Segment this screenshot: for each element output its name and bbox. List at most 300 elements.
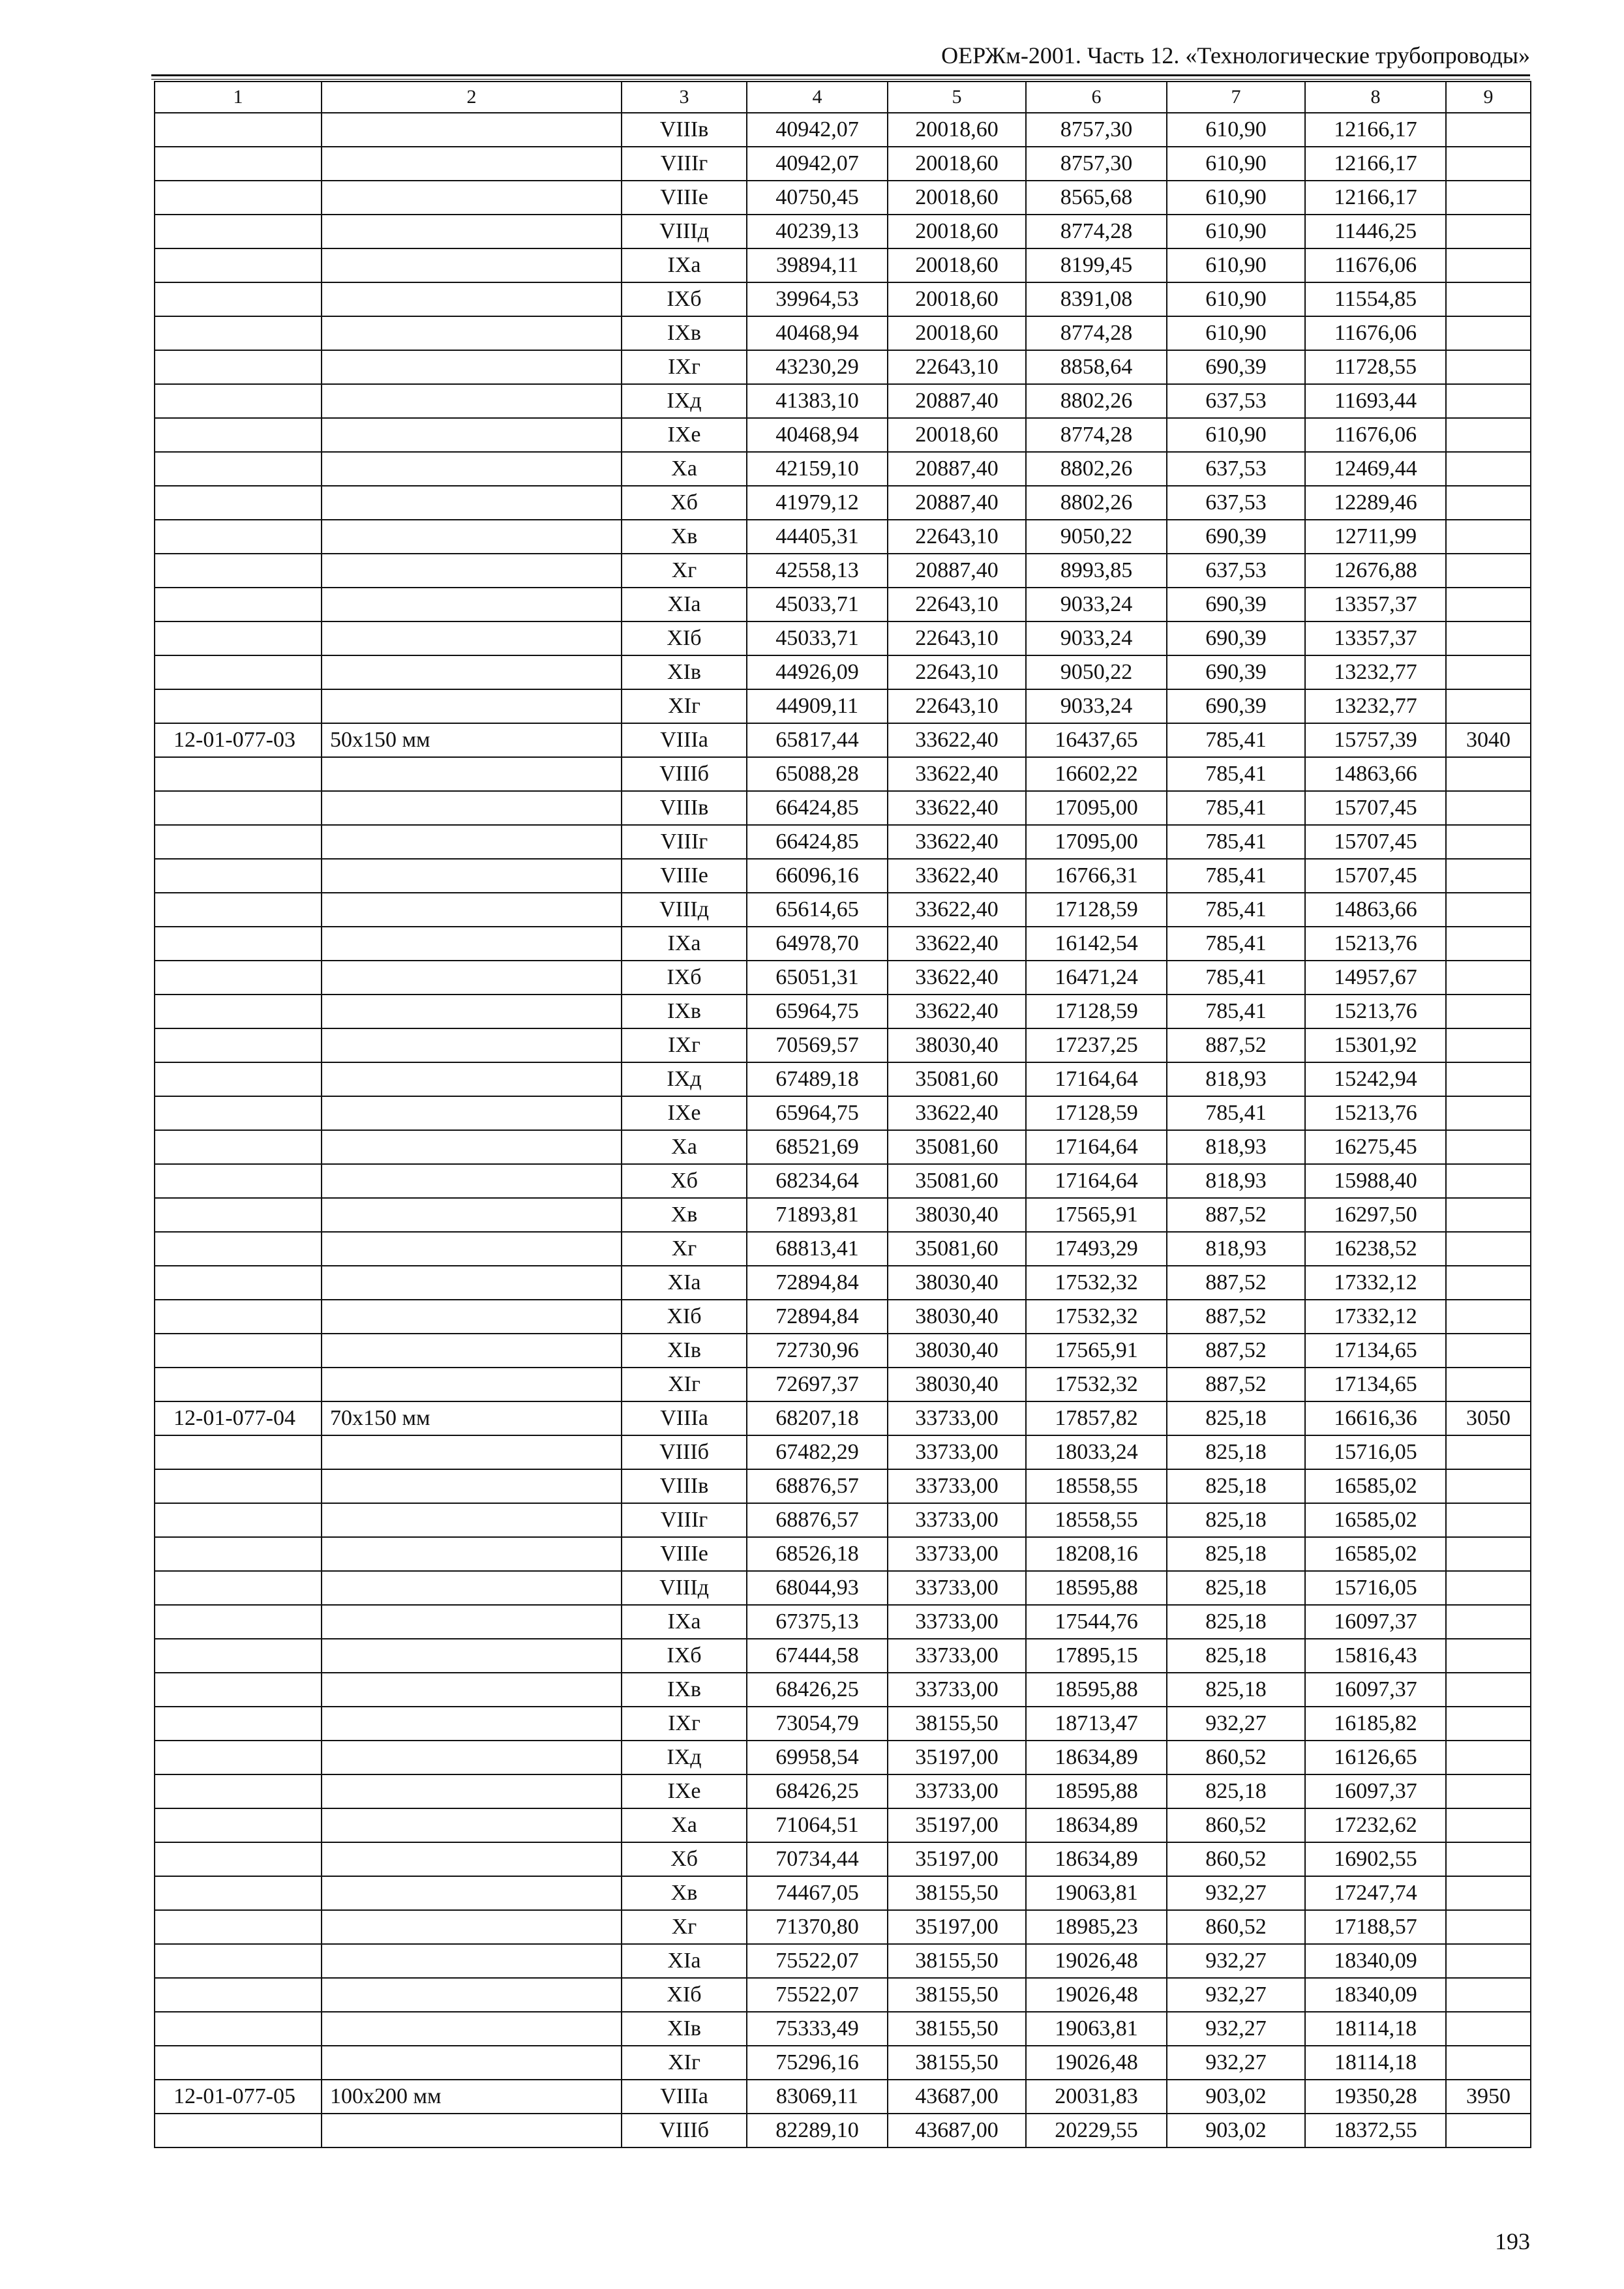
machinist-wage-cell: 690,39 xyxy=(1167,621,1305,655)
table-row xyxy=(155,689,1531,723)
material-cost-cell: 15988,40 xyxy=(1305,1164,1446,1198)
item-code-cell xyxy=(155,113,322,147)
total-cost-cell: 75333,49 xyxy=(747,2012,888,2046)
column-9-cell xyxy=(1446,1978,1531,2012)
material-cost-cell: 15707,45 xyxy=(1305,791,1446,825)
machinist-wage-cell: 637,53 xyxy=(1167,452,1305,486)
machine-cost-cell: 19026,48 xyxy=(1026,1944,1167,1978)
column-9-cell xyxy=(1446,1232,1531,1266)
zone-cell: XIг xyxy=(622,689,747,723)
item-code-cell xyxy=(155,1978,322,2012)
machinist-wage-cell: 610,90 xyxy=(1167,248,1305,282)
machinist-wage-cell: 932,27 xyxy=(1167,2046,1305,2080)
zone-cell: VIIIе xyxy=(622,859,747,893)
wage-cost-cell: 20887,40 xyxy=(888,486,1026,520)
material-cost-cell: 17332,12 xyxy=(1305,1266,1446,1300)
machinist-wage-cell: 825,18 xyxy=(1167,1673,1305,1707)
wage-cost-cell: 20018,60 xyxy=(888,147,1026,181)
table-row xyxy=(155,1300,1531,1334)
column-9-cell xyxy=(1446,1300,1531,1334)
item-size-cell xyxy=(322,181,622,215)
wage-cost-cell: 33733,00 xyxy=(888,1401,1026,1435)
machine-cost-cell: 18634,89 xyxy=(1026,1741,1167,1774)
machinist-wage-cell: 818,93 xyxy=(1167,1164,1305,1198)
item-size-cell xyxy=(322,215,622,248)
wage-cost-cell: 20887,40 xyxy=(888,554,1026,588)
table-row xyxy=(155,282,1531,316)
zone-cell: IXб xyxy=(622,1639,747,1673)
item-size-cell xyxy=(322,350,622,384)
wage-cost-cell: 20887,40 xyxy=(888,384,1026,418)
zone-cell: Xа xyxy=(622,1808,747,1842)
wage-cost-cell: 43687,00 xyxy=(888,2114,1026,2147)
zone-cell: XIг xyxy=(622,2046,747,2080)
table-row xyxy=(155,1334,1531,1368)
total-cost-cell: 75522,07 xyxy=(747,1978,888,2012)
item-size-cell xyxy=(322,113,622,147)
wage-cost-cell: 33733,00 xyxy=(888,1571,1026,1605)
column-9-cell xyxy=(1446,1808,1531,1842)
zone-cell: IXд xyxy=(622,384,747,418)
machine-cost-cell: 16437,65 xyxy=(1026,723,1167,757)
machinist-wage-cell: 860,52 xyxy=(1167,1842,1305,1876)
total-cost-cell: 68234,64 xyxy=(747,1164,888,1198)
zone-cell: XIв xyxy=(622,2012,747,2046)
wage-cost-cell: 35081,60 xyxy=(888,1232,1026,1266)
item-code-cell xyxy=(155,1435,322,1469)
total-cost-cell: 40239,13 xyxy=(747,215,888,248)
material-cost-cell: 12166,17 xyxy=(1305,181,1446,215)
wage-cost-cell: 22643,10 xyxy=(888,350,1026,384)
material-cost-cell: 15707,45 xyxy=(1305,825,1446,859)
machinist-wage-cell: 785,41 xyxy=(1167,927,1305,961)
material-cost-cell: 14863,66 xyxy=(1305,893,1446,927)
wage-cost-cell: 38155,50 xyxy=(888,2012,1026,2046)
material-cost-cell: 18340,09 xyxy=(1305,1978,1446,2012)
machine-cost-cell: 17532,32 xyxy=(1026,1266,1167,1300)
total-cost-cell: 65088,28 xyxy=(747,757,888,791)
total-cost-cell: 41383,10 xyxy=(747,384,888,418)
column-9-cell xyxy=(1446,1774,1531,1808)
total-cost-cell: 42558,13 xyxy=(747,554,888,588)
column-number: 5 xyxy=(888,82,1026,113)
wage-cost-cell: 33733,00 xyxy=(888,1469,1026,1503)
material-cost-cell: 18114,18 xyxy=(1305,2046,1446,2080)
material-cost-cell: 16616,36 xyxy=(1305,1401,1446,1435)
item-size-cell xyxy=(322,1062,622,1096)
column-9-cell xyxy=(1446,1062,1531,1096)
machine-cost-cell: 19063,81 xyxy=(1026,1876,1167,1910)
column-9-cell xyxy=(1446,350,1531,384)
wage-cost-cell: 20018,60 xyxy=(888,248,1026,282)
material-cost-cell: 16126,65 xyxy=(1305,1741,1446,1774)
item-size-cell: 50x150 мм xyxy=(322,723,622,757)
table-row xyxy=(155,248,1531,282)
wage-cost-cell: 20018,60 xyxy=(888,418,1026,452)
column-number: 2 xyxy=(322,82,622,113)
machinist-wage-cell: 903,02 xyxy=(1167,2080,1305,2114)
zone-cell: VIIIг xyxy=(622,825,747,859)
total-cost-cell: 68813,41 xyxy=(747,1232,888,1266)
column-9-cell xyxy=(1446,859,1531,893)
column-9-cell xyxy=(1446,757,1531,791)
machine-cost-cell: 9050,22 xyxy=(1026,520,1167,554)
machine-cost-cell: 17565,91 xyxy=(1026,1334,1167,1368)
machine-cost-cell: 17095,00 xyxy=(1026,825,1167,859)
machinist-wage-cell: 932,27 xyxy=(1167,1707,1305,1741)
item-code-cell xyxy=(155,2012,322,2046)
material-cost-cell: 18114,18 xyxy=(1305,2012,1446,2046)
table-row xyxy=(155,1944,1531,1978)
table-body xyxy=(155,113,1531,2147)
material-cost-cell: 18340,09 xyxy=(1305,1944,1446,1978)
material-cost-cell: 14957,67 xyxy=(1305,961,1446,995)
table-row xyxy=(155,825,1531,859)
table-row xyxy=(155,757,1531,791)
total-cost-cell: 68521,69 xyxy=(747,1130,888,1164)
table-row xyxy=(155,1842,1531,1876)
machinist-wage-cell: 637,53 xyxy=(1167,486,1305,520)
zone-cell: Xа xyxy=(622,452,747,486)
item-code-cell xyxy=(155,520,322,554)
material-cost-cell: 12469,44 xyxy=(1305,452,1446,486)
material-cost-cell: 11676,06 xyxy=(1305,418,1446,452)
item-size-cell xyxy=(322,995,622,1028)
material-cost-cell: 15707,45 xyxy=(1305,859,1446,893)
total-cost-cell: 40468,94 xyxy=(747,316,888,350)
item-code-cell xyxy=(155,1571,322,1605)
material-cost-cell: 16585,02 xyxy=(1305,1537,1446,1571)
machine-cost-cell: 17128,59 xyxy=(1026,1096,1167,1130)
machinist-wage-cell: 825,18 xyxy=(1167,1537,1305,1571)
item-code-cell xyxy=(155,215,322,248)
table-row xyxy=(155,350,1531,384)
wage-cost-cell: 20018,60 xyxy=(888,215,1026,248)
total-cost-cell: 40468,94 xyxy=(747,418,888,452)
wage-cost-cell: 33622,40 xyxy=(888,723,1026,757)
wage-cost-cell: 35197,00 xyxy=(888,1842,1026,1876)
item-size-cell: 70x150 мм xyxy=(322,1401,622,1435)
column-9-cell xyxy=(1446,1673,1531,1707)
machinist-wage-cell: 932,27 xyxy=(1167,2012,1305,2046)
header-rule xyxy=(151,74,1530,76)
item-code-cell xyxy=(155,791,322,825)
column-9-cell xyxy=(1446,1842,1531,1876)
machinist-wage-cell: 825,18 xyxy=(1167,1401,1305,1435)
wage-cost-cell: 20018,60 xyxy=(888,282,1026,316)
machinist-wage-cell: 825,18 xyxy=(1167,1774,1305,1808)
wage-cost-cell: 20018,60 xyxy=(888,113,1026,147)
total-cost-cell: 44405,31 xyxy=(747,520,888,554)
wage-cost-cell: 33622,40 xyxy=(888,961,1026,995)
material-cost-cell: 16275,45 xyxy=(1305,1130,1446,1164)
wage-cost-cell: 38030,40 xyxy=(888,1028,1026,1062)
item-code-cell: 12-01-077-04 xyxy=(155,1401,322,1435)
material-cost-cell: 15301,92 xyxy=(1305,1028,1446,1062)
table-row xyxy=(155,961,1531,995)
item-size-cell xyxy=(322,1808,622,1842)
table-row xyxy=(155,621,1531,655)
item-size-cell xyxy=(322,1842,622,1876)
table-row xyxy=(155,723,1531,757)
column-9-cell xyxy=(1446,2114,1531,2147)
column-9-cell xyxy=(1446,1028,1531,1062)
total-cost-cell: 67489,18 xyxy=(747,1062,888,1096)
machinist-wage-cell: 690,39 xyxy=(1167,588,1305,621)
material-cost-cell: 15213,76 xyxy=(1305,927,1446,961)
item-size-cell xyxy=(322,1978,622,2012)
total-cost-cell: 72894,84 xyxy=(747,1266,888,1300)
item-size-cell xyxy=(322,1198,622,1232)
zone-cell: VIIIг xyxy=(622,1503,747,1537)
item-size-cell xyxy=(322,1741,622,1774)
machine-cost-cell: 18558,55 xyxy=(1026,1469,1167,1503)
zone-cell: VIIIа xyxy=(622,723,747,757)
item-code-cell xyxy=(155,757,322,791)
wage-cost-cell: 20018,60 xyxy=(888,181,1026,215)
table-row xyxy=(155,1232,1531,1266)
item-size-cell xyxy=(322,282,622,316)
table-row xyxy=(155,1435,1531,1469)
zone-cell: XIг xyxy=(622,1368,747,1401)
wage-cost-cell: 35081,60 xyxy=(888,1164,1026,1198)
table-row xyxy=(155,1876,1531,1910)
item-code-cell xyxy=(155,418,322,452)
item-size-cell xyxy=(322,1673,622,1707)
price-table xyxy=(154,81,1531,2148)
wage-cost-cell: 33733,00 xyxy=(888,1435,1026,1469)
total-cost-cell: 68426,25 xyxy=(747,1774,888,1808)
machinist-wage-cell: 825,18 xyxy=(1167,1503,1305,1537)
material-cost-cell: 12711,99 xyxy=(1305,520,1446,554)
item-code-cell xyxy=(155,384,322,418)
column-9-cell xyxy=(1446,2046,1531,2080)
table-row xyxy=(155,1198,1531,1232)
wage-cost-cell: 35197,00 xyxy=(888,1910,1026,1944)
material-cost-cell: 16585,02 xyxy=(1305,1503,1446,1537)
total-cost-cell: 45033,71 xyxy=(747,588,888,621)
wage-cost-cell: 33622,40 xyxy=(888,927,1026,961)
total-cost-cell: 44909,11 xyxy=(747,689,888,723)
item-size-cell xyxy=(322,554,622,588)
total-cost-cell: 68044,93 xyxy=(747,1571,888,1605)
total-cost-cell: 65051,31 xyxy=(747,961,888,995)
zone-cell: IXд xyxy=(622,1741,747,1774)
item-code-cell xyxy=(155,1164,322,1198)
material-cost-cell: 17134,65 xyxy=(1305,1368,1446,1401)
table-row xyxy=(155,859,1531,893)
zone-cell: XIа xyxy=(622,1266,747,1300)
item-code-cell xyxy=(155,147,322,181)
machinist-wage-cell: 860,52 xyxy=(1167,1741,1305,1774)
item-code-cell xyxy=(155,1741,322,1774)
total-cost-cell: 74467,05 xyxy=(747,1876,888,1910)
machine-cost-cell: 17544,76 xyxy=(1026,1605,1167,1639)
item-code-cell: 12-01-077-05 xyxy=(155,2080,322,2114)
column-9-cell xyxy=(1446,1571,1531,1605)
zone-cell: Xб xyxy=(622,1164,747,1198)
machine-cost-cell: 17532,32 xyxy=(1026,1300,1167,1334)
material-cost-cell: 16902,55 xyxy=(1305,1842,1446,1876)
total-cost-cell: 40942,07 xyxy=(747,147,888,181)
column-9-cell xyxy=(1446,384,1531,418)
machine-cost-cell: 17895,15 xyxy=(1026,1639,1167,1673)
item-size-cell xyxy=(322,486,622,520)
machine-cost-cell: 17237,25 xyxy=(1026,1028,1167,1062)
item-size-cell xyxy=(322,1876,622,1910)
machine-cost-cell: 8858,64 xyxy=(1026,350,1167,384)
machinist-wage-cell: 887,52 xyxy=(1167,1368,1305,1401)
machine-cost-cell: 17164,64 xyxy=(1026,1164,1167,1198)
machinist-wage-cell: 818,93 xyxy=(1167,1232,1305,1266)
machine-cost-cell: 17532,32 xyxy=(1026,1368,1167,1401)
machine-cost-cell: 17164,64 xyxy=(1026,1130,1167,1164)
machinist-wage-cell: 690,39 xyxy=(1167,520,1305,554)
machine-cost-cell: 18595,88 xyxy=(1026,1673,1167,1707)
column-9-cell xyxy=(1446,1741,1531,1774)
total-cost-cell: 67482,29 xyxy=(747,1435,888,1469)
column-9-cell xyxy=(1446,961,1531,995)
page-number: 193 xyxy=(1495,2228,1530,2254)
machine-cost-cell: 8774,28 xyxy=(1026,418,1167,452)
column-9-cell xyxy=(1446,1435,1531,1469)
column-9-cell xyxy=(1446,418,1531,452)
wage-cost-cell: 22643,10 xyxy=(888,520,1026,554)
table-row xyxy=(155,2080,1531,2114)
machine-cost-cell: 16142,54 xyxy=(1026,927,1167,961)
wage-cost-cell: 38155,50 xyxy=(888,1978,1026,2012)
column-9-cell xyxy=(1446,791,1531,825)
material-cost-cell: 15716,05 xyxy=(1305,1571,1446,1605)
machine-cost-cell: 19063,81 xyxy=(1026,2012,1167,2046)
item-size-cell xyxy=(322,825,622,859)
machine-cost-cell: 17128,59 xyxy=(1026,995,1167,1028)
machine-cost-cell: 9033,24 xyxy=(1026,621,1167,655)
column-9-cell xyxy=(1446,1944,1531,1978)
item-code-cell xyxy=(155,927,322,961)
wage-cost-cell: 38030,40 xyxy=(888,1334,1026,1368)
table-row xyxy=(155,1469,1531,1503)
table-row xyxy=(155,1808,1531,1842)
column-9-cell xyxy=(1446,893,1531,927)
machinist-wage-cell: 637,53 xyxy=(1167,384,1305,418)
table-row xyxy=(155,1266,1531,1300)
header-rule-thin xyxy=(151,79,1530,80)
item-size-cell xyxy=(322,859,622,893)
item-code-cell xyxy=(155,2114,322,2147)
table-row xyxy=(155,520,1531,554)
wage-cost-cell: 33733,00 xyxy=(888,1673,1026,1707)
zone-cell: VIIIд xyxy=(622,1571,747,1605)
column-number: 4 xyxy=(747,82,888,113)
total-cost-cell: 66424,85 xyxy=(747,825,888,859)
zone-cell: IXе xyxy=(622,1096,747,1130)
zone-cell: Xб xyxy=(622,1842,747,1876)
item-size-cell xyxy=(322,1435,622,1469)
column-number: 1 xyxy=(155,82,322,113)
machinist-wage-cell: 785,41 xyxy=(1167,1096,1305,1130)
table-row xyxy=(155,554,1531,588)
item-code-cell xyxy=(155,1537,322,1571)
zone-cell: VIIIв xyxy=(622,791,747,825)
item-code-cell xyxy=(155,961,322,995)
wage-cost-cell: 33622,40 xyxy=(888,825,1026,859)
wage-cost-cell: 22643,10 xyxy=(888,621,1026,655)
material-cost-cell: 17188,57 xyxy=(1305,1910,1446,1944)
wage-cost-cell: 33733,00 xyxy=(888,1605,1026,1639)
table-row xyxy=(155,1537,1531,1571)
column-number: 7 xyxy=(1167,82,1305,113)
item-size-cell xyxy=(322,1232,622,1266)
item-size-cell xyxy=(322,452,622,486)
total-cost-cell: 75296,16 xyxy=(747,2046,888,2080)
item-code-cell xyxy=(155,1232,322,1266)
zone-cell: IXе xyxy=(622,418,747,452)
column-number: 6 xyxy=(1026,82,1167,113)
material-cost-cell: 11693,44 xyxy=(1305,384,1446,418)
wage-cost-cell: 38030,40 xyxy=(888,1300,1026,1334)
zone-cell: Xв xyxy=(622,520,747,554)
machine-cost-cell: 8565,68 xyxy=(1026,181,1167,215)
item-code-cell xyxy=(155,1266,322,1300)
machinist-wage-cell: 785,41 xyxy=(1167,825,1305,859)
column-9-cell xyxy=(1446,554,1531,588)
item-code-cell xyxy=(155,486,322,520)
wage-cost-cell: 38030,40 xyxy=(888,1266,1026,1300)
total-cost-cell: 39964,53 xyxy=(747,282,888,316)
zone-cell: IXг xyxy=(622,1707,747,1741)
item-code-cell xyxy=(155,825,322,859)
column-9-cell xyxy=(1446,1198,1531,1232)
column-9-cell xyxy=(1446,1605,1531,1639)
item-code-cell xyxy=(155,1300,322,1334)
table-row xyxy=(155,2114,1531,2147)
table-row xyxy=(155,1910,1531,1944)
item-size-cell xyxy=(322,1368,622,1401)
wage-cost-cell: 33622,40 xyxy=(888,791,1026,825)
machinist-wage-cell: 785,41 xyxy=(1167,757,1305,791)
zone-cell: VIIIв xyxy=(622,113,747,147)
machinist-wage-cell: 903,02 xyxy=(1167,2114,1305,2147)
column-9-cell xyxy=(1446,113,1531,147)
machine-cost-cell: 8802,26 xyxy=(1026,452,1167,486)
zone-cell: Xв xyxy=(622,1876,747,1910)
column-9-cell xyxy=(1446,1537,1531,1571)
table-row xyxy=(155,1503,1531,1537)
machinist-wage-cell: 932,27 xyxy=(1167,1978,1305,2012)
zone-cell: XIб xyxy=(622,1300,747,1334)
machinist-wage-cell: 690,39 xyxy=(1167,655,1305,689)
zone-cell: IXб xyxy=(622,961,747,995)
item-code-cell xyxy=(155,655,322,689)
item-size-cell xyxy=(322,757,622,791)
item-size-cell xyxy=(322,1334,622,1368)
table-row xyxy=(155,1401,1531,1435)
wage-cost-cell: 33622,40 xyxy=(888,1096,1026,1130)
wage-cost-cell: 38155,50 xyxy=(888,1707,1026,1741)
total-cost-cell: 68876,57 xyxy=(747,1469,888,1503)
item-size-cell xyxy=(322,1537,622,1571)
machine-cost-cell: 20031,83 xyxy=(1026,2080,1167,2114)
zone-cell: Xг xyxy=(622,1232,747,1266)
column-9-cell xyxy=(1446,1910,1531,1944)
zone-cell: VIIIд xyxy=(622,893,747,927)
table-row xyxy=(155,791,1531,825)
item-code-cell xyxy=(155,893,322,927)
column-9-cell xyxy=(1446,689,1531,723)
machine-cost-cell: 8802,26 xyxy=(1026,384,1167,418)
table-row xyxy=(155,1605,1531,1639)
